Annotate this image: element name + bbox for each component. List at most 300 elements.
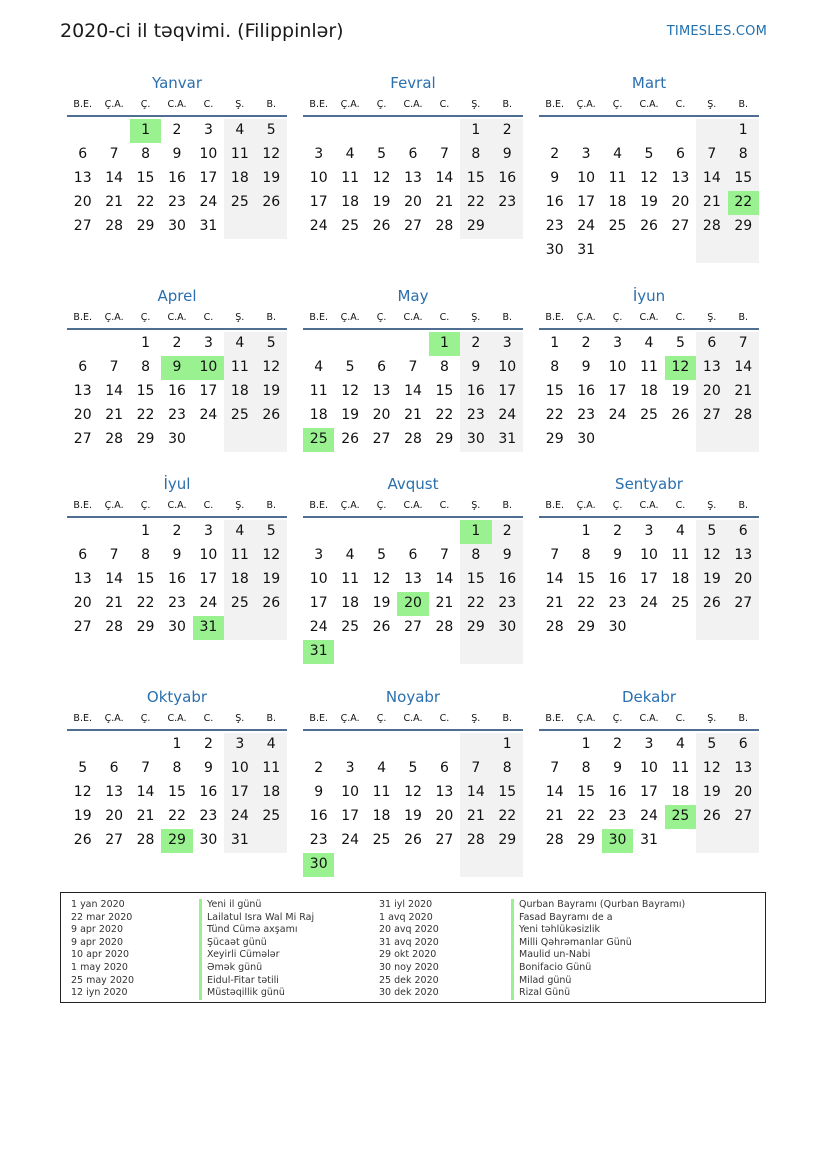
legend-date: 30 dek 2020 [379, 987, 439, 999]
day-cell: 8 [439, 359, 449, 375]
legend-date: 31 avq 2020 [379, 936, 439, 948]
weekday-header [67, 95, 287, 117]
day-cell: 27 [73, 619, 92, 635]
day-cell: 6 [728, 520, 759, 544]
month-block [539, 687, 759, 853]
day-cell: 4 [675, 736, 685, 752]
day-cell: 21 [435, 194, 454, 210]
day-cell: 1 [172, 736, 182, 752]
month-name: Dekabr [621, 688, 677, 706]
day-cell: 17 [608, 383, 627, 399]
legend-holiday-name: Xeyirli Cümələr [199, 949, 314, 962]
day-cell: 12 [341, 383, 360, 399]
weekday-label: C. [675, 713, 686, 724]
day-cell: 30 [545, 242, 564, 258]
day-cell: 3 [203, 523, 213, 539]
day-cell: 24 [224, 805, 255, 829]
weekday-label: B.E. [73, 312, 92, 323]
day-cell: 3 [644, 736, 654, 752]
page-title: 2020-ci il təqvimi. (Filippinlər) [60, 20, 344, 42]
weekday-label: Ç.A. [104, 713, 124, 724]
day-cell: 27 [435, 832, 454, 848]
weekday-label: C.A. [403, 312, 423, 323]
day-cell: 22 [168, 808, 186, 824]
holiday-day-cell: 29 [161, 829, 192, 853]
day-cell: 10 [577, 170, 596, 186]
empty-day-cell [633, 616, 664, 640]
weekday-label: B. [738, 713, 749, 724]
day-cell: 31 [199, 218, 218, 234]
empty-day-cell [429, 853, 460, 877]
empty-day-cell [67, 520, 98, 544]
day-cell: 7 [439, 146, 449, 162]
day-cell: 7 [696, 143, 727, 167]
day-cell: 8 [172, 760, 182, 776]
day-cell: 24 [492, 404, 523, 428]
day-cell: 4 [224, 119, 255, 143]
legend-date: 20 avq 2020 [379, 924, 439, 936]
day-cell: 18 [372, 808, 391, 824]
weekday-label: Ç. [612, 713, 623, 724]
day-cell: 25 [224, 191, 255, 215]
day-cell: 6 [675, 146, 685, 162]
day-cell: 1 [492, 733, 523, 757]
day-cell: 27 [404, 218, 422, 234]
day-cell: 14 [545, 571, 564, 587]
day-cell: 4 [314, 359, 324, 375]
weekday-label: C. [203, 312, 214, 323]
weekday-label: Ç.A. [576, 713, 596, 724]
month-block [539, 286, 759, 452]
day-cell: 5 [696, 733, 727, 757]
weekday-label: B.E. [73, 713, 92, 724]
day-cell: 18 [671, 784, 690, 800]
legend-date: 9 apr 2020 [71, 936, 124, 948]
empty-day-cell [429, 733, 460, 757]
empty-day-cell [334, 733, 365, 757]
day-cell: 3 [345, 760, 355, 776]
legend-holiday-name: Maulid un-Nabi [511, 949, 685, 962]
holiday-legend [60, 892, 766, 1003]
empty-day-cell [539, 733, 570, 757]
weekday-label: Ş. [235, 312, 245, 323]
month-name: Sentyabr [615, 475, 683, 493]
day-cell: 3 [314, 146, 324, 162]
day-cell: 12 [372, 170, 391, 186]
weekday-label: B.E. [545, 312, 564, 323]
empty-day-cell [460, 640, 491, 664]
day-cell: 24 [309, 218, 328, 234]
day-cell: 3 [314, 547, 324, 563]
day-cell: 8 [141, 547, 151, 563]
empty-day-cell [728, 239, 759, 263]
weekday-header [539, 95, 759, 117]
day-cell: 25 [224, 592, 255, 616]
weekday-label: C. [439, 99, 450, 110]
weekday-label: Ç.A. [340, 713, 360, 724]
weekday-label: C. [439, 500, 450, 511]
day-cell: 17 [224, 781, 255, 805]
weekday-label: Ç. [140, 312, 151, 323]
day-cell: 8 [728, 143, 759, 167]
weekday-header [303, 496, 523, 518]
weekday-label: Ç. [376, 500, 387, 511]
day-cell: 22 [435, 407, 454, 423]
day-grid [67, 520, 287, 640]
day-cell: 28 [105, 619, 124, 635]
empty-day-cell [256, 215, 287, 239]
empty-day-cell [303, 733, 334, 757]
weekday-label: Ç.A. [576, 99, 596, 110]
day-cell: 24 [199, 194, 218, 210]
month-block [67, 286, 287, 452]
day-cell: 20 [105, 808, 124, 824]
brand-link[interactable]: TIMESLES.COM [666, 24, 767, 39]
weekday-label: Ş. [471, 99, 481, 110]
weekday-label: C.A. [639, 500, 659, 511]
empty-day-cell [366, 640, 397, 664]
empty-day-cell [696, 829, 727, 853]
day-cell: 20 [728, 781, 759, 805]
weekday-header [539, 496, 759, 518]
day-grid [67, 332, 287, 452]
legend-names-col-2 [511, 899, 685, 1000]
empty-day-cell [492, 215, 523, 239]
day-cell: 12 [256, 356, 287, 380]
day-cell: 21 [105, 595, 124, 611]
day-cell: 26 [256, 404, 287, 428]
weekday-label: B.E. [545, 713, 564, 724]
empty-day-cell [728, 428, 759, 452]
weekday-label: B. [266, 99, 277, 110]
day-cell: 28 [105, 218, 124, 234]
day-cell: 29 [136, 431, 155, 447]
empty-day-cell [98, 520, 129, 544]
empty-day-cell [602, 428, 633, 452]
weekday-label: C.A. [403, 713, 423, 724]
day-cell: 2 [613, 736, 623, 752]
weekday-label: B.E. [73, 500, 92, 511]
day-cell: 18 [671, 571, 690, 587]
weekday-label: Ş. [471, 713, 481, 724]
day-cell: 26 [372, 619, 391, 635]
day-cell: 12 [256, 544, 287, 568]
weekday-label: B. [502, 500, 513, 511]
day-cell: 5 [675, 335, 685, 351]
day-cell: 24 [608, 407, 627, 423]
day-cell: 2 [581, 335, 591, 351]
day-cell: 22 [136, 595, 155, 611]
weekday-header [303, 95, 523, 117]
day-cell: 19 [341, 407, 360, 423]
day-cell: 20 [435, 808, 454, 824]
day-cell: 29 [545, 431, 564, 447]
day-cell: 2 [172, 122, 182, 138]
day-cell: 18 [224, 568, 255, 592]
day-cell: 4 [256, 733, 287, 757]
day-cell: 7 [109, 359, 119, 375]
empty-day-cell [366, 520, 397, 544]
day-cell: 26 [671, 407, 690, 423]
day-grid [67, 119, 287, 239]
legend-holiday-name: Tünd Cümə axşamı [199, 924, 314, 937]
month-block [67, 73, 287, 239]
day-cell: 6 [408, 547, 418, 563]
day-cell: 13 [73, 170, 92, 186]
day-cell: 21 [435, 595, 454, 611]
weekday-label: B.E. [545, 500, 564, 511]
month-block [303, 286, 523, 452]
legend-holiday-name: Müstəqillik günü [199, 987, 314, 1000]
empty-day-cell [397, 733, 428, 757]
day-cell: 18 [224, 380, 255, 404]
empty-day-cell [366, 733, 397, 757]
day-cell: 1 [581, 736, 591, 752]
legend-holiday-name: Milad günü [511, 975, 685, 988]
empty-day-cell [334, 853, 365, 877]
weekday-label: Ç. [612, 500, 623, 511]
weekday-label: B.E. [309, 500, 328, 511]
weekday-header [67, 496, 287, 518]
legend-date: 12 iyn 2020 [71, 987, 128, 999]
weekday-label: B.E. [309, 713, 328, 724]
day-cell: 19 [671, 383, 690, 399]
weekday-label: B. [266, 713, 277, 724]
day-cell: 4 [675, 523, 685, 539]
empty-day-cell [429, 520, 460, 544]
legend-date: 31 iyl 2020 [379, 899, 433, 910]
day-cell: 29 [136, 218, 155, 234]
empty-day-cell [334, 119, 365, 143]
month-name: Yanvar [151, 74, 203, 92]
holiday-day-cell: 12 [665, 356, 696, 380]
legend-date: 9 apr 2020 [71, 924, 124, 936]
day-cell: 27 [728, 805, 759, 829]
empty-day-cell [539, 520, 570, 544]
weekday-label: C. [675, 99, 686, 110]
empty-day-cell [602, 119, 633, 143]
day-cell: 13 [73, 571, 92, 587]
day-cell: 12 [640, 170, 658, 186]
day-cell: 9 [581, 359, 591, 375]
day-cell: 2 [492, 520, 523, 544]
day-cell: 10 [199, 547, 218, 563]
day-cell: 6 [408, 146, 418, 162]
legend-holiday-name: Yeni təhlükəsizlik [511, 924, 685, 937]
day-cell: 27 [73, 218, 92, 234]
day-cell: 17 [309, 194, 328, 210]
day-cell: 1 [581, 523, 591, 539]
holiday-day-cell: 1 [460, 520, 491, 544]
empty-day-cell [633, 428, 664, 452]
day-cell: 9 [492, 544, 523, 568]
day-cell: 14 [728, 356, 759, 380]
day-cell: 24 [199, 407, 218, 423]
day-cell: 19 [372, 194, 391, 210]
empty-day-cell [98, 332, 129, 356]
holiday-day-cell: 22 [728, 191, 759, 215]
legend-holiday-name: Şücaət günü [199, 937, 314, 950]
day-cell: 27 [671, 218, 690, 234]
day-cell: 11 [608, 170, 627, 186]
day-cell: 2 [172, 335, 182, 351]
day-cell: 24 [640, 595, 658, 611]
empty-day-cell [67, 733, 98, 757]
day-cell: 30 [577, 431, 596, 447]
day-cell: 5 [78, 760, 88, 776]
holiday-day-cell: 20 [397, 592, 428, 616]
day-cell: 20 [372, 407, 391, 423]
day-cell: 4 [613, 146, 623, 162]
day-cell: 16 [577, 383, 596, 399]
weekday-label: B. [502, 713, 513, 724]
day-cell: 5 [256, 520, 287, 544]
day-cell: 11 [224, 143, 255, 167]
month-block [303, 687, 523, 877]
day-cell: 3 [581, 146, 591, 162]
day-cell: 11 [671, 547, 690, 563]
day-cell: 10 [341, 784, 360, 800]
weekday-label: Ç. [376, 99, 387, 110]
day-cell: 23 [577, 407, 596, 423]
weekday-label: C. [203, 713, 214, 724]
empty-day-cell [366, 853, 397, 877]
day-cell: 1 [141, 335, 151, 351]
day-cell: 7 [550, 760, 560, 776]
day-cell: 15 [136, 571, 155, 587]
day-cell: 28 [435, 619, 454, 635]
day-cell: 11 [224, 544, 255, 568]
day-cell: 27 [73, 431, 92, 447]
day-cell: 11 [640, 359, 658, 375]
day-cell: 13 [105, 784, 124, 800]
day-cell: 21 [545, 808, 564, 824]
day-cell: 24 [577, 218, 596, 234]
day-cell: 9 [203, 760, 213, 776]
day-cell: 26 [404, 832, 422, 848]
empty-day-cell [397, 520, 428, 544]
day-cell: 25 [608, 218, 627, 234]
day-cell: 5 [377, 547, 387, 563]
day-cell: 5 [408, 760, 418, 776]
day-cell: 28 [404, 431, 422, 447]
day-cell: 23 [168, 595, 186, 611]
weekday-label: B. [738, 500, 749, 511]
day-cell: 22 [545, 407, 564, 423]
day-cell: 19 [404, 808, 422, 824]
day-cell: 16 [309, 808, 328, 824]
weekday-label: B.E. [73, 99, 92, 110]
day-cell: 14 [136, 784, 155, 800]
day-cell: 2 [172, 523, 182, 539]
day-cell: 10 [309, 170, 328, 186]
day-cell: 4 [224, 332, 255, 356]
day-cell: 27 [105, 832, 124, 848]
day-cell: 22 [492, 805, 523, 829]
day-cell: 9 [492, 143, 523, 167]
weekday-label: Ç. [140, 500, 151, 511]
day-cell: 28 [696, 215, 727, 239]
day-cell: 14 [105, 170, 124, 186]
day-cell: 13 [435, 784, 454, 800]
day-cell: 20 [728, 568, 759, 592]
day-cell: 6 [109, 760, 119, 776]
holiday-day-cell: 31 [303, 640, 334, 664]
empty-day-cell [696, 428, 727, 452]
day-cell: 9 [460, 356, 491, 380]
day-cell: 4 [224, 520, 255, 544]
day-cell: 13 [404, 170, 422, 186]
day-cell: 20 [73, 194, 92, 210]
holiday-day-cell: 1 [130, 119, 161, 143]
day-grid [303, 520, 523, 664]
day-cell: 23 [608, 808, 627, 824]
day-cell: 8 [550, 359, 560, 375]
month-block [67, 474, 287, 640]
day-cell: 30 [608, 619, 627, 635]
empty-day-cell [429, 119, 460, 143]
day-cell: 25 [671, 595, 690, 611]
day-cell: 7 [550, 547, 560, 563]
day-cell: 5 [644, 146, 654, 162]
day-cell: 9 [613, 760, 623, 776]
weekday-label: C.A. [167, 713, 187, 724]
day-cell: 7 [408, 359, 418, 375]
weekday-label: Ş. [471, 500, 481, 511]
day-cell: 31 [224, 829, 255, 853]
day-cell: 6 [728, 733, 759, 757]
day-cell: 29 [460, 215, 491, 239]
day-cell: 18 [640, 383, 658, 399]
day-cell: 7 [460, 757, 491, 781]
day-cell: 4 [377, 760, 387, 776]
weekday-label: Ç. [376, 312, 387, 323]
weekday-label: B. [738, 312, 749, 323]
weekday-label: Ş. [235, 99, 245, 110]
day-cell: 24 [309, 619, 328, 635]
day-cell: 13 [696, 356, 727, 380]
day-cell: 22 [136, 194, 155, 210]
weekday-label: B. [502, 99, 513, 110]
month-block [539, 474, 759, 640]
legend-date: 29 okt 2020 [379, 949, 437, 961]
day-cell: 30 [460, 428, 491, 452]
day-cell: 7 [109, 146, 119, 162]
day-cell: 22 [460, 191, 491, 215]
day-cell: 21 [696, 191, 727, 215]
day-cell: 15 [460, 167, 491, 191]
day-cell: 15 [168, 784, 186, 800]
day-cell: 17 [341, 808, 360, 824]
day-cell: 11 [256, 757, 287, 781]
day-cell: 19 [256, 380, 287, 404]
day-cell: 29 [460, 616, 491, 640]
day-cell: 28 [728, 404, 759, 428]
empty-day-cell [665, 239, 696, 263]
day-cell: 20 [671, 194, 690, 210]
weekday-label: Ç.A. [104, 312, 124, 323]
weekday-label: Ş. [235, 500, 245, 511]
legend-names-col-1 [199, 899, 314, 1000]
day-cell: 17 [640, 571, 658, 587]
day-cell: 8 [581, 760, 591, 776]
weekday-label: Ç. [140, 99, 151, 110]
legend-date: 1 yan 2020 [71, 899, 125, 910]
day-cell: 29 [492, 829, 523, 853]
empty-day-cell [303, 520, 334, 544]
month-name: Avqust [387, 475, 439, 493]
day-cell: 18 [309, 407, 328, 423]
